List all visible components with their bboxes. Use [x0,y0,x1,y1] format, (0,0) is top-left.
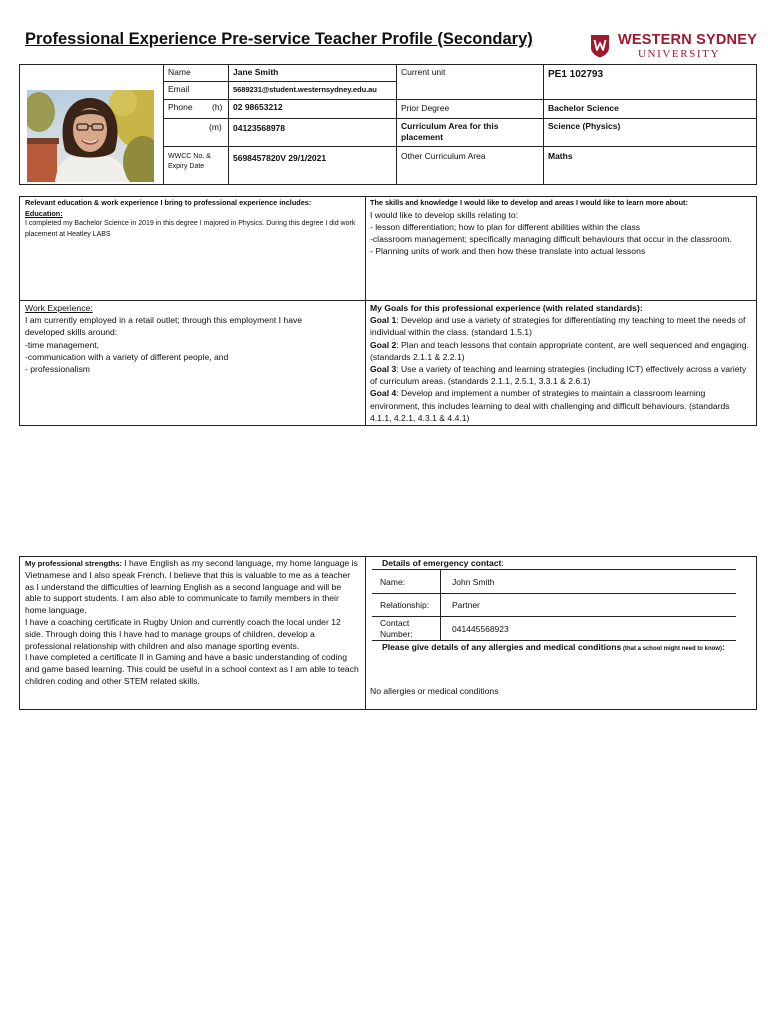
work-line-2: -time management, [25,339,100,350]
skills-line-4: - Planning units of work and then how these translate into actual lessons [370,246,646,257]
goal-1 [370,314,750,338]
goal-4-text: : Develop and implement a number of strategies to maintain a classroom learning environment, this includes learning to deal with challenging and difficult behaviours. (standards 4.1.1, 4.2.1, 4.3.1 & 4.4.1) [370,388,730,423]
phone-mobile-tag: (m) [209,122,222,132]
allergies-heading-row [382,642,742,656]
wwcc-label: WWCC No. & Expiry Date [168,153,211,170]
goal-3-text: : Use a variety of teaching and learning strategies (including ICT) effectively across a variety of curriculum areas. (standards 2.1.1, 2.5.1, 3.3.1 & 2.6.1) [370,364,747,387]
prior-degree-label: Prior Degree [401,103,450,113]
education-heading: Education: [25,208,63,218]
portrait-image [27,90,154,182]
goal-4-label: Goal 4 [370,388,397,399]
goals-cell [370,302,750,424]
profile-photo [27,90,154,182]
emergency-name-value: John Smith [452,577,495,587]
emergency-heading-colon: : [501,558,504,568]
prior-degree-value: Bachelor Science [548,103,619,113]
goal-1-text: : Develop and use a variety of strategies for differentiating my teaching to meet the needs of individual within the class. (standard 1.5.1) [370,315,746,338]
emergency-relationship-label: Relationship: [380,600,430,610]
phone-label [164,100,228,118]
phone-home-tag: (h) [212,102,223,112]
education-text: I completed my Bachelor Science in 2019 in this degree I majored in Physics. During this degree I did work placement at Heatley LABS [25,220,356,238]
goal-2 [370,339,750,363]
phone-mobile-cell [164,119,228,146]
work-line-3: -communication with a variety of different people, and [25,351,229,362]
emergency-contact-value: 041445568923 [452,624,509,634]
emergency-heading-row [382,557,742,569]
phone-label-text: Phone [168,102,193,112]
experience-heading: Relevant education & work experience I bring to professional experience includes: [25,198,312,207]
skills-heading: The skills and knowledge I would like to develop and areas I would like to learn more about: [370,198,688,207]
other-curriculum-label: Other Curriculum Area [401,151,486,161]
strengths-text-3: I have completed a certificate II in Gaming and have a basic understanding of coding and game based learning. This could be useful in a school context as I am able to teach children coding and other STEM related skills. [25,652,359,686]
other-curriculum-value: Maths [548,151,573,161]
strengths-cell [25,558,359,688]
logo-line-1: WESTERN SYDNEY [618,32,757,48]
skills-line-1: I would like to develop skills relating to: [370,209,519,220]
logo-line-2: UNIVERSITY [638,48,720,60]
work-line-4: - professionalism [25,364,90,375]
skills-line-3: -classroom management; specifically managing difficult behaviours that occur in the classroom. [370,233,732,244]
allergies-colon: : [721,642,725,652]
email-label: Email [168,84,190,94]
university-logo [590,31,757,63]
education-cell [25,198,363,240]
curriculum-value: Science (Physics) [548,121,621,131]
goals-heading: My Goals for this professional experience (with related standards): [370,303,643,313]
wwcc-value: 5698457820V 29/1/2021 [233,153,327,163]
goal-4 [370,387,750,424]
strengths-text-1: I have English as my second language, my home language is Vietnamese and I also speak French. I believe that this is valuable to me as a teacher as I understand the difficulties of learning English as a second language and will be able to support students. I am also able to communicate to family members in their home language. [25,558,358,616]
work-line-1: I am currently employed in a retail outlet; through this employment I have developed skills around: [25,315,303,338]
curriculum-label: Curriculum Area for this placement [401,121,499,142]
shield-icon [590,34,610,58]
name-value: Jane Smith [233,67,279,77]
current-unit-label: Current unit [401,67,446,77]
name-label: Name [168,67,191,77]
goal-2-text: : Plan and teach lessons that contain appropriate content, are well sequenced and engaging. (standards 2.1.1 & 2.2.1) [370,339,749,362]
current-unit-value: PE1 102793 [548,69,604,80]
goal-3-label: Goal 3 [370,364,397,375]
goal-2-label: Goal 2 [370,339,397,350]
skills-line-2: - lesson differentiation; how to plan for different abilities within the class [370,221,641,232]
goal-3 [370,363,750,387]
allergies-value: No allergies or medical conditions [370,686,499,696]
emergency-relationship-value: Partner [452,600,480,610]
emergency-name-label: Name: [380,577,406,587]
work-experience-cell [25,302,337,375]
emergency-contact-label: Contact Number: [380,618,413,639]
strengths-label: My professional strengths: [25,559,125,568]
skills-cell [370,198,750,257]
work-heading: Work Experience: [25,303,93,313]
page-title: Professional Experience Pre-service Teacher Profile (Secondary) [25,30,533,48]
phone-home-value: 02 98653212 [233,102,283,112]
strengths-text-2: I have a coaching certificate in Rugby Union and currently coach the local under 12 side. Through doing this I have had to manage groups of children, develop a professional relationship with children and also manage sporting events. [25,616,341,651]
goal-1-label: Goal 1 [370,315,397,326]
allergies-note: (that a school might need to know) [621,646,722,652]
emergency-heading: Details of emergency contact [382,558,502,568]
phone-mobile-value: 04123568978 [233,123,286,133]
allergies-heading: Please give details of any allergies and medical conditions [382,642,622,652]
email-value: 5689231@student.westernsydney.edu.au [233,85,377,94]
